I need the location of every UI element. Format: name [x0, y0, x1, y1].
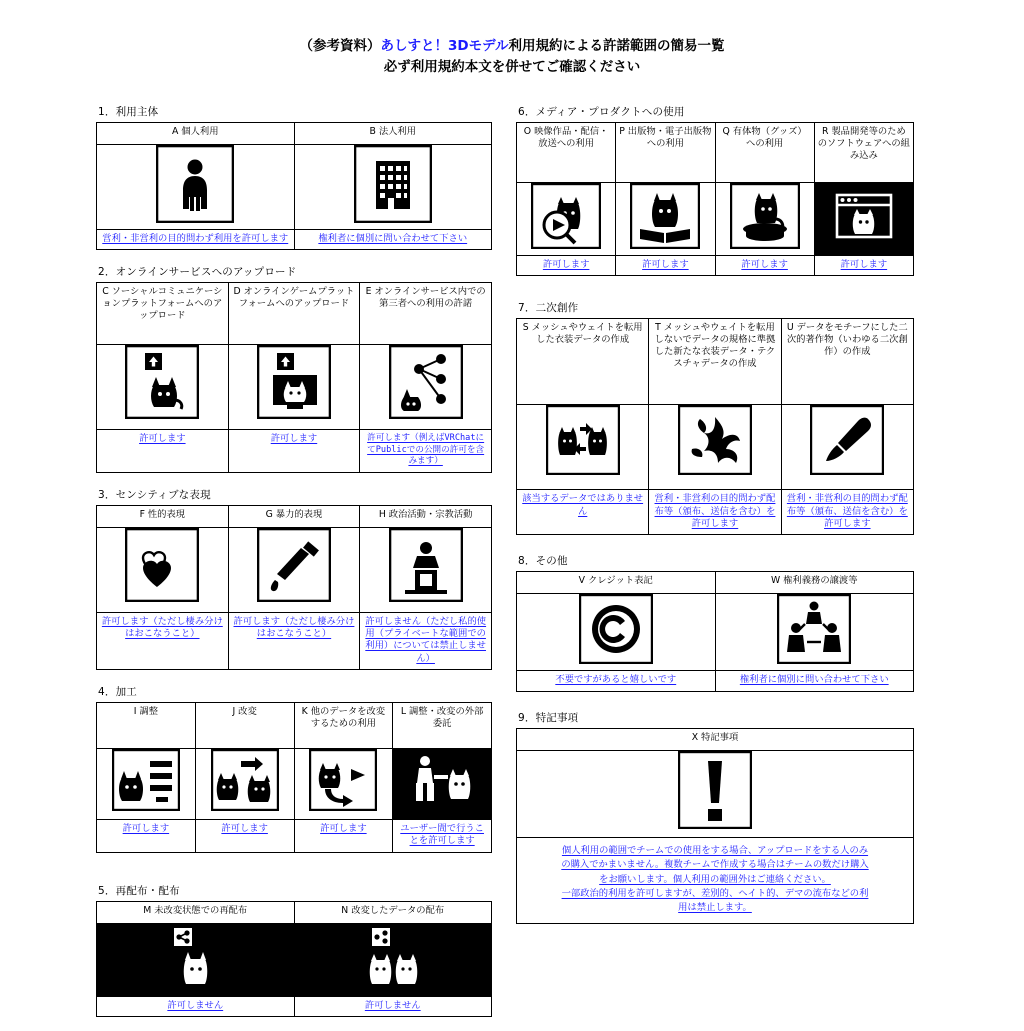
section-2-table — [96, 282, 492, 472]
note-P: 許可します — [642, 259, 689, 270]
right-column — [516, 104, 914, 938]
note-X-line-4: 一部政治的利用を許可しますが、差別的、ヘイト的、デマの流布などの利 — [561, 888, 869, 900]
icon-cell-N — [294, 923, 492, 996]
section-5-table — [96, 901, 492, 1017]
section-2-heading: 2．オンラインサービスへのアップロード — [98, 266, 297, 279]
section-4 — [96, 684, 492, 853]
table-row-icons — [97, 527, 492, 612]
cell-header-W: W 権利義務の譲渡等 — [770, 575, 858, 587]
cell-header-O: O 映像作品・配信・放送への利用 — [523, 126, 609, 149]
note-L: ユーザー間で行うことを許可します — [400, 823, 484, 847]
note-X — [517, 838, 913, 923]
note-V: 不要ですがあると嬉しいです — [555, 674, 677, 686]
table-row-notes — [97, 612, 492, 669]
cell-header-F: F 性的表現 — [139, 508, 186, 520]
table-row-icons — [97, 145, 492, 230]
cell-header-J: J 改変 — [232, 706, 257, 718]
section-4-table — [96, 702, 492, 853]
section-6-table — [516, 122, 914, 276]
cell-header-Q: Q 有体物（グッズ）への利用 — [722, 126, 807, 149]
note-R: 許可します — [840, 259, 888, 270]
note-G: 許可します（ただし棲み分けはおこなうこと） — [233, 615, 355, 639]
icon-cell-R — [814, 183, 913, 256]
table-row-header — [97, 505, 492, 527]
copyright-icon — [579, 594, 653, 664]
section-8 — [516, 553, 914, 691]
cell-header-G: G 暴力的表現 — [265, 508, 323, 520]
icon-cell-I — [97, 749, 196, 820]
note-I: 許可します — [122, 823, 170, 835]
exclamation-icon — [678, 751, 752, 829]
cell-header-L: L 調整・改変の外部委託 — [400, 706, 484, 729]
title-brand: あしすと！3Dモデル — [380, 38, 509, 54]
upload-monitor-cat-icon — [257, 345, 331, 419]
section-9-heading: 9．特記事項 — [518, 711, 579, 724]
note-X-line-2: の購入でかまいません。複数チームで作成する場合はチームの数だけ購入 — [561, 859, 869, 871]
section-8-heading: 8．その他 — [518, 555, 568, 568]
title-suffix: 利用規約による許諾範囲の簡易一覧 — [508, 38, 725, 54]
cell-header-H: H 政治活動・宗教活動 — [378, 508, 473, 520]
section-3-heading: 3．センシティブな表現 — [98, 488, 211, 501]
cell-header-D: D オンラインゲームプラットフォームへのアップロード — [233, 286, 355, 310]
cell-header-S: S メッシュやウェイトを転用した衣装データの作成 — [522, 322, 643, 346]
left-column — [96, 104, 492, 1031]
book-cat-icon — [630, 183, 700, 249]
paintbrush-icon — [810, 405, 884, 475]
table-row-header — [97, 703, 492, 749]
figure-stand-cat-icon — [730, 183, 800, 249]
section-5-heading: 5．再配布・配布 — [98, 884, 180, 897]
section-2 — [96, 264, 492, 472]
note-W: 権利者に個別に問い合わせて下さい — [739, 674, 889, 686]
cat-equals-icon — [112, 749, 180, 811]
table-row-notes — [97, 230, 492, 250]
share-people-icon — [389, 345, 463, 419]
note-B: 権利者に個別に問い合わせて下さい — [318, 233, 468, 244]
table-row-icons — [97, 345, 492, 430]
table-row-icons — [517, 750, 914, 837]
icon-cell-T — [649, 405, 781, 490]
note-H: 許可しません（ただし私的使用（プライベートな範囲での利用）については禁止しません） — [365, 615, 487, 664]
share-two-cats-icon — [356, 924, 430, 990]
title-line-2: 必ず利用規約本文を併せてご確認ください — [383, 58, 641, 75]
table-row-icons — [517, 405, 914, 490]
cell-header-M: M 未改変状態での再配布 — [143, 904, 248, 916]
icon-cell-X — [517, 750, 914, 837]
note-O: 許可します — [542, 259, 590, 270]
icon-cell-U — [781, 405, 913, 490]
section-7-heading: 7．二次創作 — [518, 302, 579, 315]
section-9 — [516, 710, 914, 924]
title-line-1 — [0, 36, 1024, 57]
page-title — [0, 0, 1024, 78]
icon-cell-C — [97, 345, 229, 430]
note-S: 該当するデータではありません — [522, 493, 644, 517]
note-N: 許可しません — [364, 999, 421, 1011]
table-row-notes — [517, 837, 914, 923]
table-row-notes — [517, 490, 914, 535]
share-cat-icon — [158, 924, 232, 990]
note-X-line-1: 個人利用の範囲でチームでの使用をする場合、アップロードをする人のみ — [561, 844, 869, 856]
note-E: 許可します（例えばVRChatにてPublicでの公開の許可を含みます） — [367, 433, 485, 467]
recycle-cats-icon — [546, 405, 620, 475]
icon-cell-Q — [715, 183, 814, 256]
table-row-notes — [517, 671, 914, 691]
section-8-table — [516, 571, 914, 691]
note-X-line-5: 用は禁止します。 — [678, 902, 752, 914]
fabric-swirl-icon — [678, 405, 752, 475]
window-cat-icon — [829, 183, 899, 249]
note-X-line-3: をお願いします。個人利用の範囲外はご連絡ください。 — [599, 873, 831, 885]
section-5 — [96, 883, 492, 1017]
table-row-header — [97, 901, 492, 923]
hearts-icon — [125, 528, 199, 602]
section-3-table — [96, 505, 492, 670]
video-play-cat-icon — [531, 183, 601, 249]
icon-cell-S — [517, 405, 649, 490]
note-U: 営利・非営利の目的問わず配布等（頒布、送信を含む）を許可します — [786, 493, 908, 530]
person-handoff-cat-icon — [408, 749, 476, 811]
table-row-header — [517, 319, 914, 405]
note-K: 許可します — [320, 823, 367, 835]
icon-cell-W — [715, 594, 914, 671]
cat-arrow-cat-icon — [211, 749, 279, 811]
icon-cell-D — [228, 345, 360, 430]
person-icon — [156, 145, 234, 223]
icon-cell-M — [97, 923, 295, 996]
section-3 — [96, 487, 492, 670]
cat-tool-icon — [309, 749, 377, 811]
cell-header-T: T メッシュやウェイトを転用しないでデータの規格に準拠した新たな衣装データ・テクスチャデータの作成 — [654, 322, 776, 370]
cell-header-C: C ソーシャルコミュニケーションプラットフォームへのアップロード — [102, 286, 223, 322]
cell-header-R: R 製品開発等のためのソフトウェアへの組み込み — [817, 126, 910, 161]
cell-header-I: I 調整 — [133, 706, 159, 718]
upload-cat-icon — [125, 345, 199, 419]
section-7 — [516, 300, 914, 535]
cell-header-A: A 個人利用 — [171, 126, 219, 137]
cell-header-V: V クレジット表記 — [578, 575, 653, 587]
section-6-heading: 6．メディア・プロダクトへの使用 — [518, 106, 685, 118]
title-prefix: （参考資料） — [299, 38, 381, 54]
icon-cell-K — [294, 749, 393, 820]
people-transfer-icon — [777, 594, 851, 664]
note-Q: 許可します — [741, 259, 788, 270]
icon-cell-J — [195, 749, 294, 820]
building-icon — [354, 145, 432, 223]
cell-header-B: B 法人利用 — [369, 126, 417, 137]
table-row-header — [517, 123, 914, 183]
table-row-notes — [97, 430, 492, 472]
note-T: 営利・非営利の目的問わず配布等（頒布、送信を含む）を許可します — [654, 493, 776, 530]
icon-cell-L — [393, 749, 492, 820]
cell-header-E: E オンラインサービス内での第三者への利用の許諾 — [365, 286, 486, 310]
cell-header-U: U データをモチーフにした二次的著作物（いわゆる二次創作）の作成 — [786, 322, 908, 358]
icon-cell-A — [97, 145, 295, 230]
icon-cell-E — [360, 345, 492, 430]
note-J: 許可します — [221, 823, 268, 835]
section-1 — [96, 104, 492, 250]
section-1-heading: 1．利用主体 — [98, 106, 159, 118]
icon-cell-V — [517, 594, 716, 671]
table-row-notes — [97, 820, 492, 853]
note-A: 営利・非営利の目的問わず利用を許可します — [102, 233, 289, 244]
table-row-notes — [97, 996, 492, 1016]
cell-header-N: N 改変したデータの配布 — [341, 904, 445, 916]
icon-cell-O — [517, 183, 616, 256]
icon-cell-B — [294, 145, 492, 230]
note-C: 許可します — [139, 433, 186, 445]
table-row-icons — [97, 923, 492, 996]
note-F: 許可します（ただし棲み分けはおこなうこと） — [101, 615, 223, 639]
cell-header-P: P 出版物・電子出版物への利用 — [619, 126, 712, 149]
section-6 — [516, 104, 914, 276]
table-row-icons — [97, 749, 492, 820]
cell-header-K: K 他のデータを改変するための利用 — [301, 706, 386, 729]
table-row-icons — [517, 183, 914, 256]
table-row-header — [97, 123, 492, 145]
section-1-table — [96, 122, 492, 250]
note-D: 許可します — [270, 433, 318, 445]
table-row-header — [517, 728, 914, 750]
icon-cell-P — [616, 183, 715, 256]
table-row-icons — [517, 594, 914, 671]
section-9-table — [516, 728, 914, 924]
table-row-header — [517, 572, 914, 594]
icon-cell-F — [97, 527, 229, 612]
section-4-heading: 4．加工 — [98, 686, 137, 699]
knife-icon — [257, 528, 331, 602]
table-row-notes — [517, 256, 914, 276]
cell-header-X: X 特記事項 — [691, 731, 739, 743]
icon-cell-H — [360, 527, 492, 612]
table-row-header — [97, 283, 492, 345]
note-M: 許可しません — [167, 999, 224, 1011]
section-7-table — [516, 318, 914, 535]
icon-cell-G — [228, 527, 360, 612]
podium-speaker-icon — [389, 528, 463, 602]
